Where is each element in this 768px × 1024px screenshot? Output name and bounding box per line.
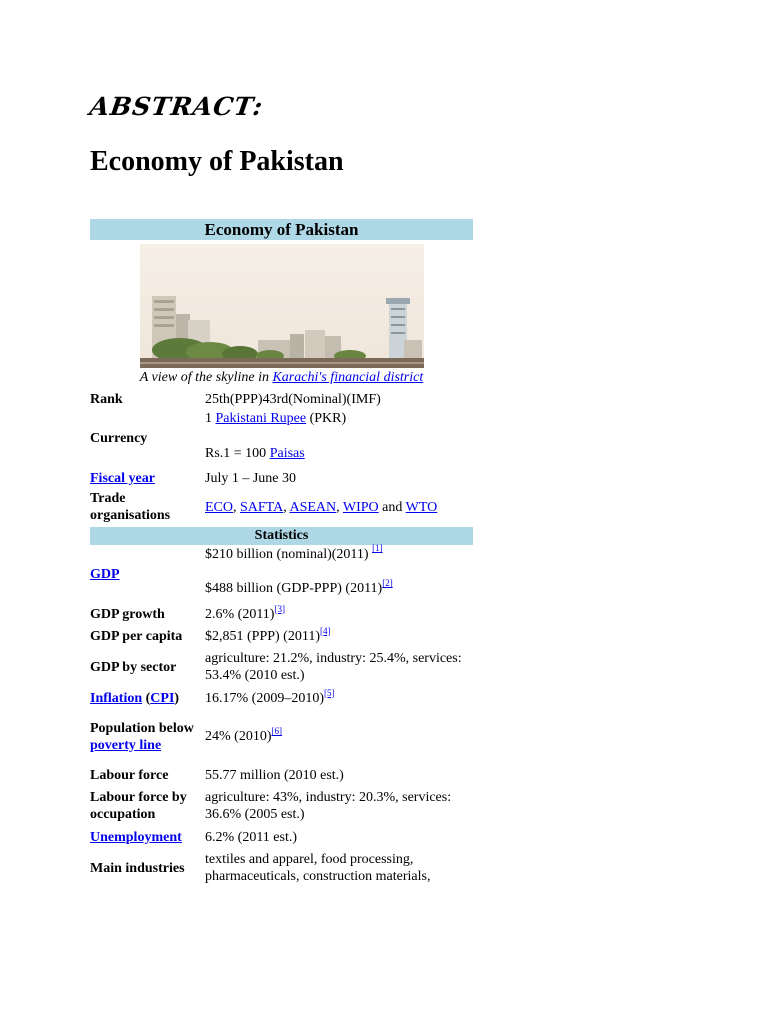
main-industries-label: Main industries [90, 860, 185, 876]
gdp-by-sector-label: GDP by sector [90, 659, 177, 675]
labour-force-row [90, 764, 473, 786]
gdp-growth-label: GDP growth [90, 606, 165, 622]
statistics-heading: Statistics [90, 527, 473, 545]
inflation-link[interactable]: Inflation [90, 690, 143, 706]
gdp-per-capita-value [205, 625, 473, 645]
currency-line2-prefix: Rs.1 = 100 [205, 446, 270, 461]
inflation-label [90, 690, 205, 707]
labour-force-label: Labour force [90, 767, 169, 783]
fiscal-year-value: July 1 – June 30 [205, 470, 296, 486]
gdp-row [90, 545, 473, 603]
gdp-growth-row [90, 603, 473, 625]
fiscal-year-row [90, 467, 473, 489]
ref-1-link[interactable]: [1] [372, 543, 383, 553]
poverty-text: 24% (2010) [205, 729, 272, 744]
unemployment-row [90, 826, 473, 848]
rank-row [90, 388, 473, 410]
karachi-financial-district-link[interactable]: Karachi's financial district [272, 370, 424, 385]
currency-label: Currency [90, 431, 148, 446]
unemployment-value: 6.2% (2011 est.) [205, 829, 298, 845]
fiscal-year-link[interactable]: Fiscal year [90, 470, 155, 486]
inflation-row [90, 687, 473, 709]
rank-label: Rank [90, 391, 123, 407]
poverty-row [90, 709, 473, 764]
pakistani-rupee-link[interactable]: Pakistani Rupee [215, 411, 307, 426]
and-text: and [378, 499, 406, 515]
fiscal-year-label [90, 470, 205, 487]
poverty-label-prefix: Population below [90, 720, 194, 736]
safta-link[interactable]: SAFTA [240, 499, 284, 515]
gdp-label [90, 545, 205, 603]
page-title: Economy of Pakistan [90, 146, 344, 177]
ref-3-link[interactable]: [3] [274, 603, 285, 614]
gdp-ppp-text: $488 billion (GDP-PPP) (2011) [205, 581, 383, 596]
caption-prefix: A view of the skyline in [139, 370, 269, 385]
inflation-paren-close: ) [174, 690, 180, 706]
skyline-illustration [140, 244, 424, 368]
currency-line1-suffix: (PKR) [306, 411, 347, 426]
eco-link[interactable]: ECO [205, 499, 233, 515]
gdp-nominal-text: $210 billion (nominal)(2011) [205, 547, 373, 562]
currency-row [90, 410, 473, 467]
paisas-link[interactable]: Paisas [269, 446, 305, 461]
infobox [90, 219, 473, 888]
image-caption [90, 368, 473, 388]
inflation-value [205, 687, 473, 707]
main-industries-value: textiles and apparel, food processing, pharmaceuticals, construction materials, [205, 852, 431, 884]
sep: , [336, 499, 343, 515]
gdp-link[interactable]: GDP [90, 566, 120, 582]
sep: , [233, 499, 240, 515]
currency-line1 [205, 410, 473, 445]
wipo-link[interactable]: WIPO [342, 499, 379, 515]
inflation-paren: ( [142, 690, 151, 706]
main-industries-row [90, 848, 473, 888]
gdp-by-sector-row [90, 647, 473, 687]
infobox-title: Economy of Pakistan [90, 219, 473, 240]
gdp-growth-text: 2.6% (2011) [205, 606, 275, 622]
gdp-ppp [205, 580, 473, 597]
currency-line1-prefix: 1 [205, 411, 216, 426]
poverty-line-link[interactable]: poverty line [90, 737, 162, 753]
skyline-image [140, 244, 424, 368]
wto-link[interactable]: WTO [405, 499, 438, 515]
ref-5-link[interactable]: [5] [324, 687, 335, 698]
rank-value: 25th(PPP)43rd(Nominal)(IMF) [205, 391, 381, 407]
trade-organisations-label: Trade organisations [90, 491, 171, 523]
gdp-nominal [205, 545, 473, 580]
poverty-label [90, 709, 205, 764]
sep: , [283, 499, 290, 515]
trade-organisations-value [205, 489, 473, 525]
gdp-growth-value [205, 603, 473, 623]
unemployment-label [90, 829, 205, 846]
asean-link[interactable]: ASEAN [289, 499, 337, 515]
cpi-link[interactable]: CPI [150, 690, 175, 706]
gdp-per-capita-row [90, 625, 473, 647]
gdp-value [205, 545, 473, 603]
ref-4-link[interactable]: [4] [320, 625, 331, 636]
gdp-per-capita-label: GDP per capita [90, 628, 183, 644]
labour-by-occupation-label: Labour force by occupation [90, 790, 187, 822]
poverty-value [205, 709, 473, 764]
labour-by-occupation-value: agriculture: 43%, industry: 20.3%, services: 36.6% (2005 est.) [205, 790, 452, 822]
trade-organisations-row [90, 489, 473, 525]
currency-value [205, 410, 473, 467]
ref-2-link[interactable]: [2] [382, 578, 393, 588]
labour-by-occupation-row [90, 786, 473, 826]
currency-line2 [205, 445, 473, 462]
gdp-by-sector-value: agriculture: 21.2%, industry: 25.4%, services: 53.4% (2010 est.) [205, 651, 462, 683]
abstract-heading: ABSTRACT: [87, 92, 266, 121]
labour-force-value: 55.77 million (2010 est.) [205, 767, 344, 783]
ref-6-link[interactable]: [6] [271, 726, 282, 736]
unemployment-link[interactable]: Unemployment [90, 829, 182, 845]
gdp-per-capita-text: $2,851 (PPP) (2011) [205, 628, 320, 644]
inflation-text: 16.17% (2009–2010) [205, 690, 324, 706]
